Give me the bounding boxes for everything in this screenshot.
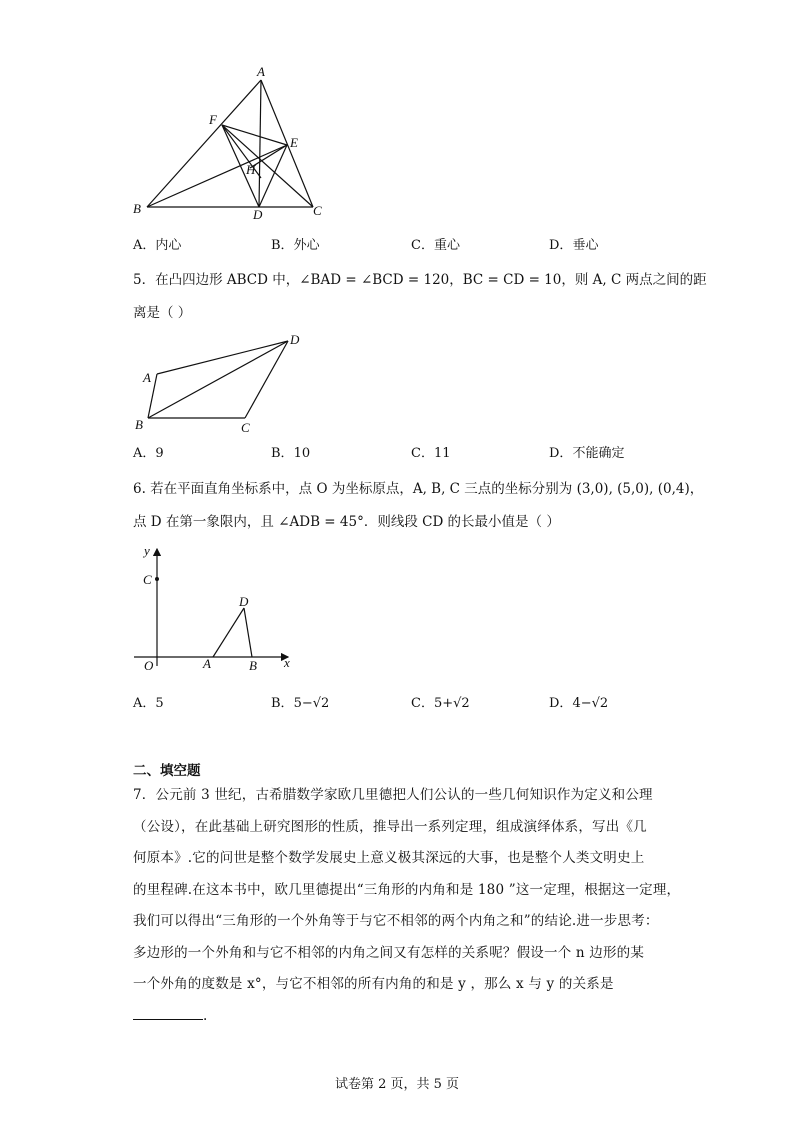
option-letter: C． [411, 446, 434, 461]
option-text: 5 [155, 696, 164, 711]
answer-blank[interactable] [133, 1005, 203, 1020]
q4-option-b[interactable] [271, 234, 320, 253]
q6-stem-line1: 6. 若在平面直角坐标系中，点 O 为坐标原点，A, B, C 三点的坐标分别为 (3,0), (5,0), (0,4)， [133, 481, 704, 497]
option-letter: D． [549, 696, 573, 711]
q4-option-c[interactable] [411, 234, 460, 253]
option-text: 11 [433, 446, 451, 461]
q5-option-c[interactable] [411, 442, 451, 461]
q7-line: 的里程碑.在这本书中，欧几里德提出“三角形的内角和是 180 ”这一定理，根据这一定理， [133, 881, 681, 898]
option-letter: A． [133, 446, 156, 461]
label-A: A [143, 370, 151, 385]
label-C: C [241, 420, 250, 435]
coordinate-figure [130, 540, 305, 675]
q5-stem-line2: 离是（ ） [133, 305, 192, 321]
option-text: 内心 [155, 238, 182, 253]
label-B: B [133, 201, 141, 216]
q7-line: （公设），在此基础上研究图形的性质，推导出一系列定理，组成演绎体系，写出《几 [133, 818, 647, 835]
point-C [155, 577, 159, 581]
option-text: 垂心 [572, 238, 599, 253]
label-C: C [143, 572, 152, 587]
option-letter: A． [133, 238, 156, 253]
label-x: x [284, 655, 290, 670]
option-text: 9 [155, 446, 164, 461]
q5-option-b[interactable] [271, 442, 310, 461]
option-letter: D． [549, 238, 573, 253]
option-text: 5+√2 [433, 696, 470, 711]
option-text: 5−√2 [293, 696, 330, 711]
label-E: E [290, 135, 298, 150]
label-O: O [144, 658, 154, 673]
quadrilateral-figure [130, 326, 320, 436]
q7-end-punct: . [203, 1007, 208, 1024]
option-letter: D． [549, 446, 573, 461]
q7-paragraph [133, 780, 681, 1032]
option-letter: A． [133, 696, 156, 711]
q7-line: 一个外角的度数是 x°，与它不相邻的所有内角的和是 y ，那么 x 与 y 的关系是 [133, 976, 614, 992]
q6-option-c[interactable] [411, 692, 470, 711]
option-text: 外心 [293, 238, 320, 253]
label-D: D [290, 332, 300, 347]
q6-option-d[interactable] [549, 692, 608, 711]
triangle-orthocenter-figure [128, 62, 338, 222]
q5-option-d[interactable] [549, 442, 624, 461]
label-H: H [246, 162, 256, 177]
option-letter: C． [411, 696, 434, 711]
q6-stem-line2: 点 D 在第一象限内，且 ∠ADB = 45°．则线段 CD 的长最小值是（ ） [133, 514, 560, 530]
label-B: B [135, 417, 143, 432]
label-F: F [209, 112, 217, 127]
label-y: y [144, 543, 150, 558]
q7-answer-line [133, 1001, 673, 1033]
label-A: A [203, 656, 211, 671]
label-D: D [253, 207, 263, 222]
label-C: C [313, 203, 322, 218]
q6-option-b[interactable] [271, 692, 329, 711]
q5-option-a[interactable] [133, 442, 164, 461]
option-letter: B． [271, 238, 294, 253]
section-heading: 二、填空题 [133, 763, 201, 779]
option-text: 10 [293, 446, 311, 461]
page-footer: 试卷第 2 页，共 5 页 [334, 1077, 460, 1092]
option-letter: C． [411, 238, 434, 253]
option-text: 不能确定 [572, 446, 625, 461]
label-B: B [249, 658, 257, 673]
label-A: A [257, 64, 265, 79]
q5-stem-line1: 5．在凸四边形 ABCD 中，∠BAD = ∠BCD = 120，BC = CD = 10，则 A, C 两点之间的距 [133, 272, 707, 288]
q7-line: 何原本》.它的问世是整个数学发展史上意义极其深远的大事，也是整个人类文明史上 [133, 850, 645, 866]
q6-option-a[interactable] [133, 692, 164, 711]
option-text: 重心 [433, 238, 460, 253]
q4-option-d[interactable] [549, 234, 598, 253]
q7-line: 我们可以得出“三角形的一个外角等于与它不相邻的两个内角之和”的结论.进一步思考： [133, 913, 659, 929]
option-letter: B． [271, 696, 294, 711]
q7-line: 多边形的一个外角和与它不相邻的内角之间又有怎样的关系呢？假设一个 n 边形的某 [133, 944, 645, 961]
label-D: D [239, 594, 249, 609]
option-text: 4−√2 [572, 696, 609, 711]
option-letter: B． [271, 446, 294, 461]
q4-option-a[interactable] [133, 234, 181, 253]
q7-line: 7．公元前 3 世纪，古希腊数学家欧几里德把人们公认的一些几何知识作为定义和公理 [133, 787, 653, 803]
